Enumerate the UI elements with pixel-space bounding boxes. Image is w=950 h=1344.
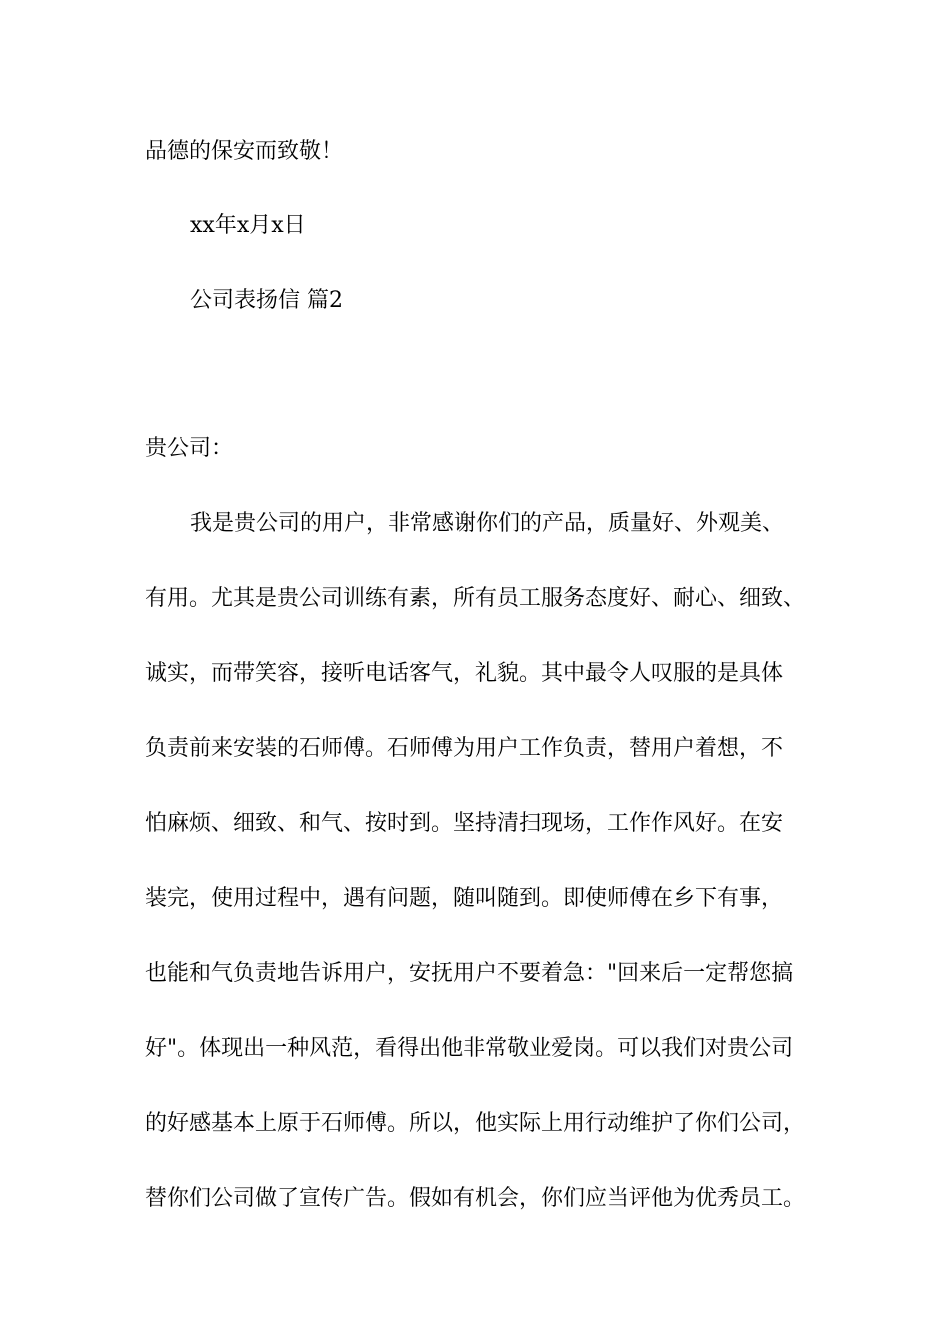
body-line: 装完，使用过程中，遇有问题，随叫随到。即使师傅在乡下有事， xyxy=(145,886,784,911)
body-line: 有用。尤其是贵公司训练有素，所有员工服务态度好、耐心、细致、 xyxy=(145,586,806,611)
body-line: 也能和气负责地告诉用户，安抚用户不要着急："回来后一定帮您搞 xyxy=(145,961,794,986)
body-line: 我是贵公司的用户，非常感谢你们的产品，质量好、外观美、 xyxy=(190,511,785,536)
body-line: 的好感基本上原于石师傅。所以，他实际上用行动维护了你们公司， xyxy=(145,1111,806,1136)
section-title: 公司表扬信 篇2 xyxy=(190,288,343,313)
body-line: 负责前来安装的石师傅。石师傅为用户工作负责，替用户着想，不 xyxy=(145,736,784,761)
closing-line: 品德的保安而致敬！ xyxy=(145,139,344,164)
body-line: 好"。体现出一种风范，看得出他非常敬业爱岗。可以我们对贵公司 xyxy=(145,1036,794,1061)
body-line: 怕麻烦、细致、和气、按时到。坚持清扫现场，工作作风好。在安 xyxy=(145,811,784,836)
salutation: 贵公司： xyxy=(145,436,234,461)
letter-date: xx年x月x日 xyxy=(190,213,306,238)
body-line: 替你们公司做了宣传广告。假如有机会，你们应当评他为优秀员工。 xyxy=(145,1186,806,1211)
body-line: 诚实，而带笑容，接听电话客气，礼貌。其中最令人叹服的是具体 xyxy=(145,661,784,686)
